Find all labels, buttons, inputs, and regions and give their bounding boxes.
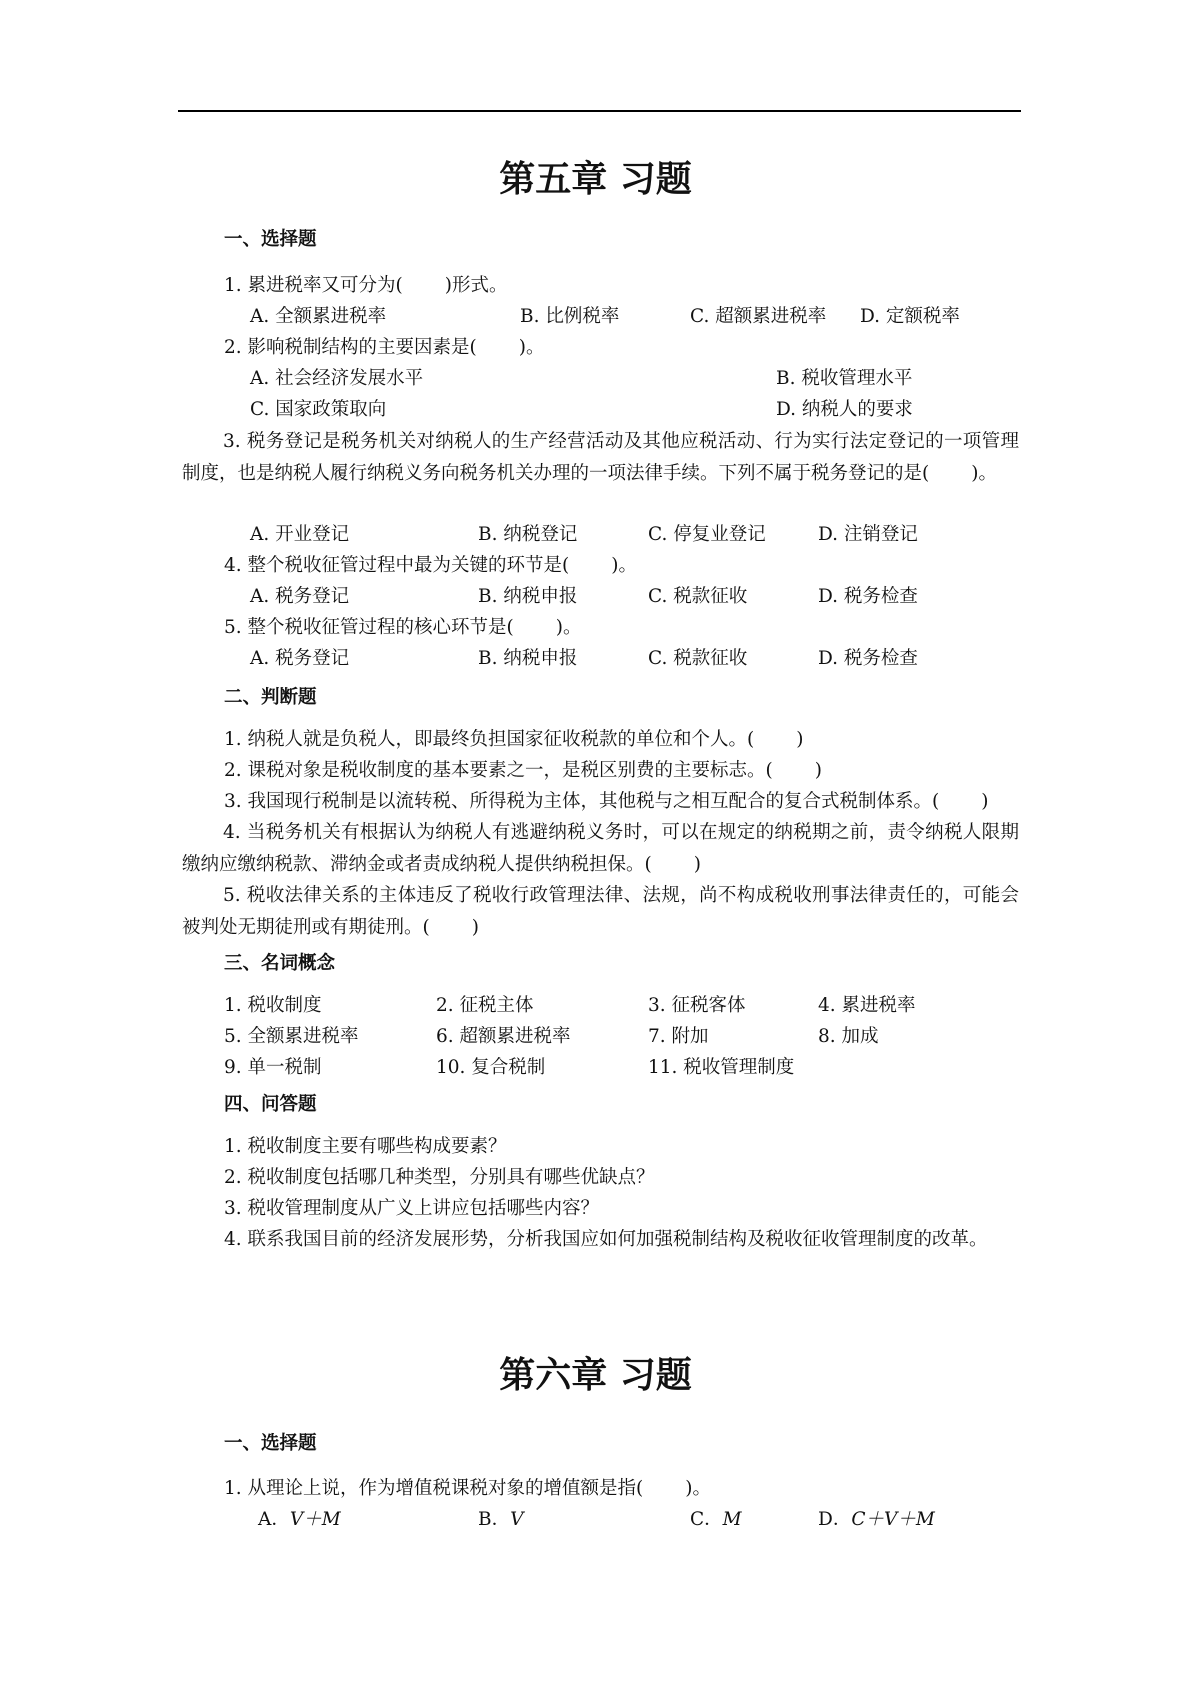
ch5-q1-option-c: C. 超额累进税率: [690, 306, 827, 327]
ch5-q2-option-c: C. 国家政策取向: [250, 399, 387, 420]
ch5-choice-q5: 5. 整个税收征管过程的核心环节是( )。: [224, 617, 582, 638]
ch6-q1-option-b: B．V: [478, 1509, 524, 1530]
ch6-choice-q1: 1. 从理论上说，作为增值税课税对象的增值额是指( )。: [224, 1478, 711, 1499]
ch5-q5-option-b: B. 纳税申报: [478, 648, 578, 669]
ch5-q3-option-c: C. 停复业登记: [648, 524, 766, 545]
ch5-section-terms-heading: 三、名词概念: [224, 953, 336, 974]
ch5-judge-1: 1. 纳税人就是负税人，即最终负担国家征收税款的单位和个人。( ): [224, 729, 804, 750]
ch5-q3-option-a: A. 开业登记: [250, 524, 350, 545]
term-1: 1. 税收制度: [224, 995, 322, 1016]
term-4: 4. 累进税率: [818, 995, 916, 1016]
term-9: 9. 单一税制: [224, 1057, 322, 1078]
ch5-q3-option-d: D. 注销登记: [818, 524, 918, 545]
ch5-judge-5: 5. 税收法律关系的主体违反了税收行政管理法律、法规，尚不构成税收刑事法律责任的，可能会被判处无期徒刑或有期徒刑。( ): [182, 885, 1019, 938]
ch6-section-choice-heading: 一、选择题: [224, 1433, 317, 1454]
term-5: 5. 全额累进税率: [224, 1026, 359, 1047]
ch5-q5-option-d: D. 税务检查: [818, 648, 918, 669]
ch5-q1-option-a: A. 全额累进税率: [250, 306, 387, 327]
chapter-6-title: 第六章 习题: [499, 1355, 692, 1396]
ch5-judge-2: 2. 课税对象是税收制度的基本要素之一，是税区别费的主要标志。( ): [224, 760, 822, 781]
ch5-q3-option-b: B. 纳税登记: [478, 524, 578, 545]
term-7: 7. 附加: [648, 1026, 709, 1047]
ch5-q2-option-d: D. 纳税人的要求: [776, 399, 913, 420]
term-8: 8. 加成: [818, 1026, 879, 1047]
ch5-q5-option-c: C. 税款征收: [648, 648, 748, 669]
ch5-q4-option-d: D. 税务检查: [818, 586, 918, 607]
ch5-choice-q3: 3. 税务登记是税务机关对纳税人的生产经营活动及其他应税活动、行为实行法定登记的一项管理制度，也是纳税人履行纳税义务向税务机关办理的一项法律手续。下列不属于税务登记的是( )。: [182, 431, 1019, 484]
term-2: 2. 征税主体: [436, 995, 534, 1016]
ch5-q2-option-a: A. 社会经济发展水平: [250, 368, 424, 389]
ch5-q5-option-a: A. 税务登记: [250, 648, 350, 669]
term-3: 3. 征税客体: [648, 995, 746, 1016]
header-rule: [178, 110, 1021, 112]
chapter-5-title: 第五章 习题: [499, 159, 692, 200]
ch5-choice-q2: 2. 影响税制结构的主要因素是( )。: [224, 337, 545, 358]
ch6-q1-option-c: C．M: [690, 1509, 742, 1530]
ch5-q4-option-b: B. 纳税申报: [478, 586, 578, 607]
ch5-judge-4: 4. 当税务机关有根据认为纳税人有逃避纳税义务时，可以在规定的纳税期之前，责令纳税人限期缴纳应缴纳税款、滞纳金或者责成纳税人提供纳税担保。( ): [182, 822, 1019, 875]
ch5-choice-q1: 1. 累进税率又可分为( )形式。: [224, 275, 508, 296]
ch5-q1-option-b: B. 比例税率: [520, 306, 620, 327]
ch5-q4-option-a: A. 税务登记: [250, 586, 350, 607]
ch5-judge-3: 3. 我国现行税制是以流转税、所得税为主体，其他税与之相互配合的复合式税制体系。( ): [224, 791, 989, 812]
ch5-q1-option-d: D. 定额税率: [860, 306, 960, 327]
ch5-section-qa-heading: 四、问答题: [224, 1094, 317, 1115]
ch6-q1-option-a: A．V＋M: [258, 1509, 341, 1530]
qa-1: 1. 税收制度主要有哪些构成要素？: [224, 1136, 507, 1157]
term-6: 6. 超额累进税率: [436, 1026, 571, 1047]
ch5-section-judge-heading: 二、判断题: [224, 687, 317, 708]
qa-2: 2. 税收制度包括哪几种类型，分别具有哪些优缺点？: [224, 1167, 655, 1188]
ch6-q1-option-d: D．C＋V＋M: [818, 1509, 935, 1530]
ch5-section-choice-heading: 一、选择题: [224, 229, 317, 250]
qa-3: 3. 税收管理制度从广义上讲应包括哪些内容？: [224, 1198, 600, 1219]
qa-4: 4. 联系我国目前的经济发展形势，分析我国应如何加强税制结构及税收征收管理制度的改革。: [224, 1229, 988, 1250]
ch5-q4-option-c: C. 税款征收: [648, 586, 748, 607]
ch5-choice-q4: 4. 整个税收征管过程中最为关键的环节是( )。: [224, 555, 637, 576]
term-11: 11. 税收管理制度: [648, 1057, 795, 1078]
term-10: 10. 复合税制: [436, 1057, 546, 1078]
ch5-q2-option-b: B. 税收管理水平: [776, 368, 913, 389]
